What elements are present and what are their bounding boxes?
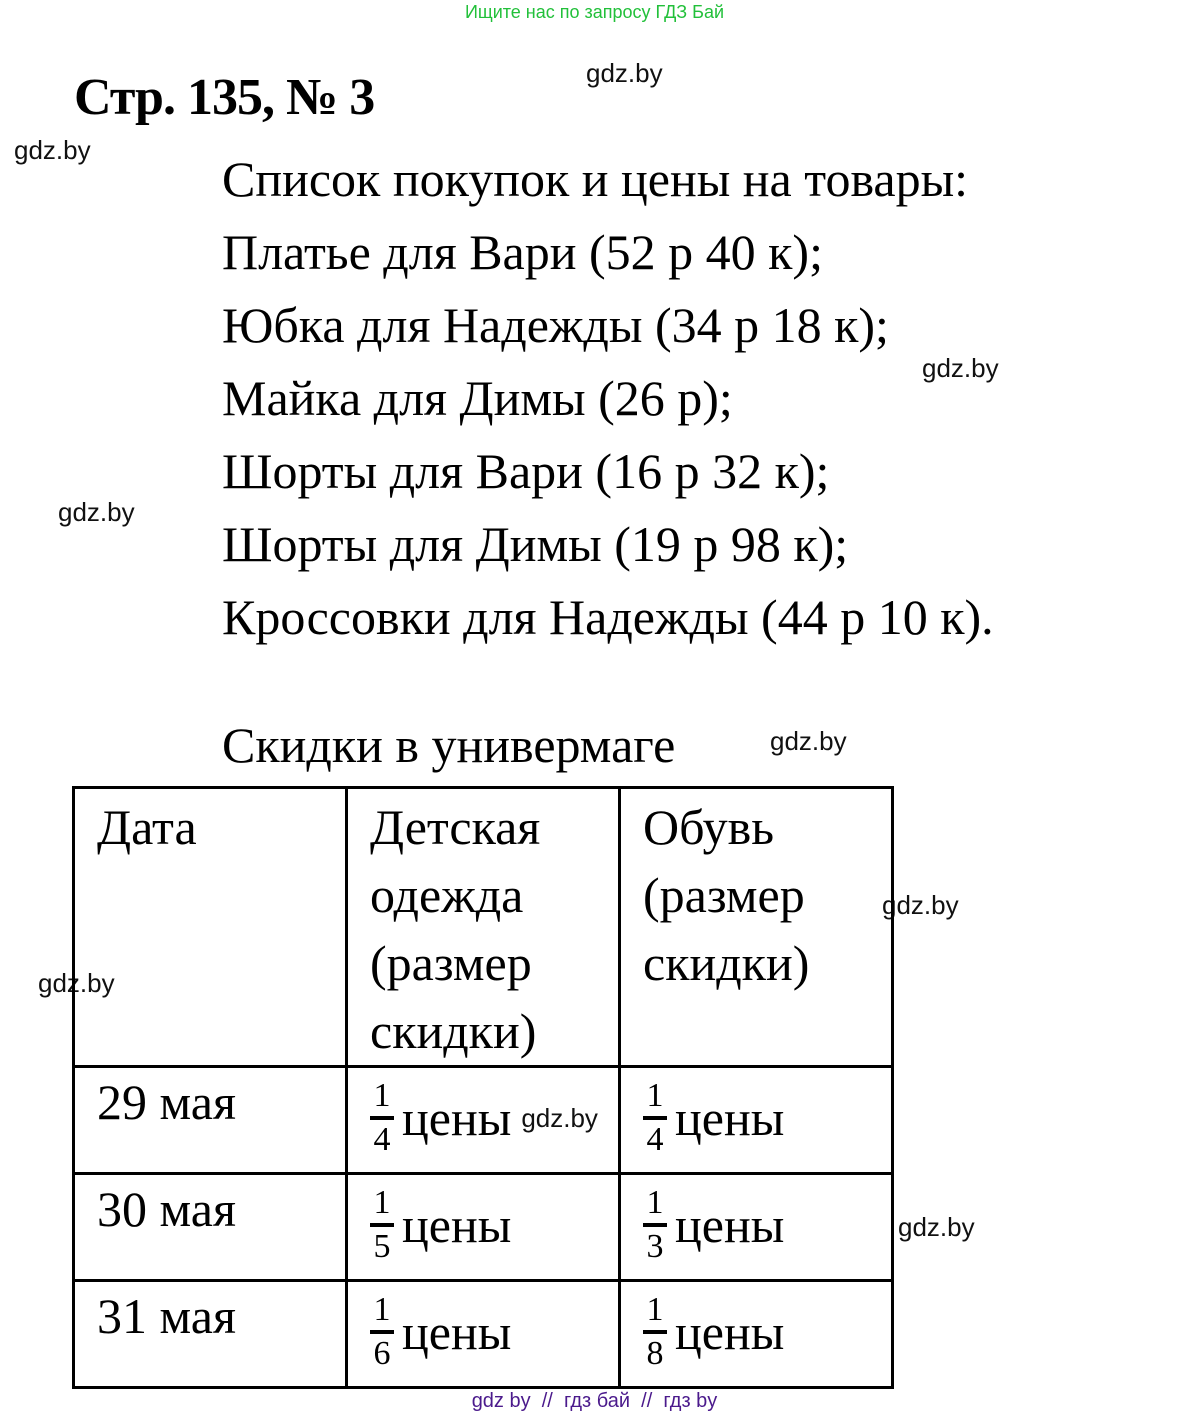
discount-word: цены bbox=[675, 1090, 785, 1146]
table-header-row bbox=[74, 788, 893, 1067]
shopping-list bbox=[222, 143, 994, 654]
search-banner: Ищите нас по запросу ГДЗ Бай bbox=[464, 2, 725, 22]
numerator: 1 bbox=[646, 1077, 664, 1114]
header-shoes bbox=[620, 788, 893, 1067]
watermark: gdz.by bbox=[38, 968, 115, 998]
list-item: Кроссовки для Надежды (44 р 10 к). bbox=[222, 589, 994, 645]
numerator: 1 bbox=[373, 1291, 391, 1328]
watermark: gdz.by bbox=[14, 135, 91, 165]
footer-links: gdz by // гдз бай // гдз by bbox=[471, 1390, 718, 1412]
denominator: 4 bbox=[646, 1121, 664, 1158]
date-cell bbox=[74, 1281, 347, 1388]
header-line: скидки) bbox=[643, 935, 810, 991]
date-cell bbox=[74, 1174, 347, 1281]
list-heading: Список покупок и цены на товары: bbox=[222, 151, 969, 207]
fraction bbox=[643, 1078, 667, 1158]
kids-discount-cell bbox=[347, 1281, 620, 1388]
watermark: gdz.by bbox=[922, 353, 999, 383]
numerator: 1 bbox=[373, 1184, 391, 1221]
list-item: Шорты для Вари (16 р 32 к); bbox=[222, 443, 830, 499]
header-line: Детская bbox=[370, 799, 541, 855]
fraction bbox=[370, 1185, 394, 1265]
header-line: скидки) bbox=[370, 1003, 537, 1059]
discount-word: цены bbox=[402, 1090, 512, 1146]
denominator: 5 bbox=[373, 1228, 391, 1265]
watermark: gdz.by bbox=[521, 1103, 598, 1133]
shoes-discount-cell bbox=[620, 1174, 893, 1281]
numerator: 1 bbox=[373, 1077, 391, 1114]
discount-word: цены bbox=[402, 1304, 512, 1360]
shoes-discount-cell bbox=[620, 1067, 893, 1174]
fraction bbox=[643, 1292, 667, 1372]
discount-word: цены bbox=[675, 1304, 785, 1360]
header-kids-clothing bbox=[347, 788, 620, 1067]
watermark: gdz.by bbox=[882, 890, 959, 920]
list-item: Шорты для Димы (19 р 98 к); bbox=[222, 516, 849, 572]
header-line: одежда bbox=[370, 867, 524, 923]
header-line: (размер bbox=[370, 935, 532, 991]
date-text: 30 мая bbox=[97, 1181, 236, 1237]
fraction bbox=[370, 1078, 394, 1158]
table-row bbox=[74, 1067, 893, 1174]
denominator: 6 bbox=[373, 1335, 391, 1372]
numerator: 1 bbox=[646, 1291, 664, 1328]
fraction bbox=[643, 1185, 667, 1265]
table-caption: Скидки в универмаге bbox=[222, 717, 676, 773]
shoes-discount-cell bbox=[620, 1281, 893, 1388]
fraction bbox=[370, 1292, 394, 1372]
date-text: 29 мая bbox=[97, 1074, 236, 1130]
denominator: 8 bbox=[646, 1335, 664, 1372]
kids-discount-cell bbox=[347, 1174, 620, 1281]
table-row bbox=[74, 1174, 893, 1281]
header-date bbox=[74, 788, 347, 1067]
table-row bbox=[74, 1281, 893, 1388]
discount-table bbox=[72, 786, 894, 1389]
numerator: 1 bbox=[646, 1184, 664, 1221]
header-line: Дата bbox=[97, 799, 197, 855]
watermark: gdz.by bbox=[898, 1212, 975, 1242]
denominator: 3 bbox=[646, 1228, 664, 1265]
list-item: Платье для Вари (52 р 40 к); bbox=[222, 224, 823, 280]
date-cell bbox=[74, 1067, 347, 1174]
discount-word: цены bbox=[402, 1197, 512, 1253]
header-line: Обувь bbox=[643, 799, 775, 855]
page-title: Стр. 135, № 3 bbox=[74, 69, 375, 126]
kids-discount-cell bbox=[347, 1067, 620, 1174]
list-item: Майка для Димы (26 р); bbox=[222, 370, 733, 426]
header-line: (размер bbox=[643, 867, 805, 923]
discount-word: цены bbox=[675, 1197, 785, 1253]
watermark: gdz.by bbox=[770, 726, 847, 756]
watermark: gdz.by bbox=[586, 58, 663, 88]
denominator: 4 bbox=[373, 1121, 391, 1158]
date-text: 31 мая bbox=[97, 1288, 236, 1344]
watermark: gdz.by bbox=[58, 497, 135, 527]
list-item: Юбка для Надежды (34 р 18 к); bbox=[222, 297, 889, 353]
